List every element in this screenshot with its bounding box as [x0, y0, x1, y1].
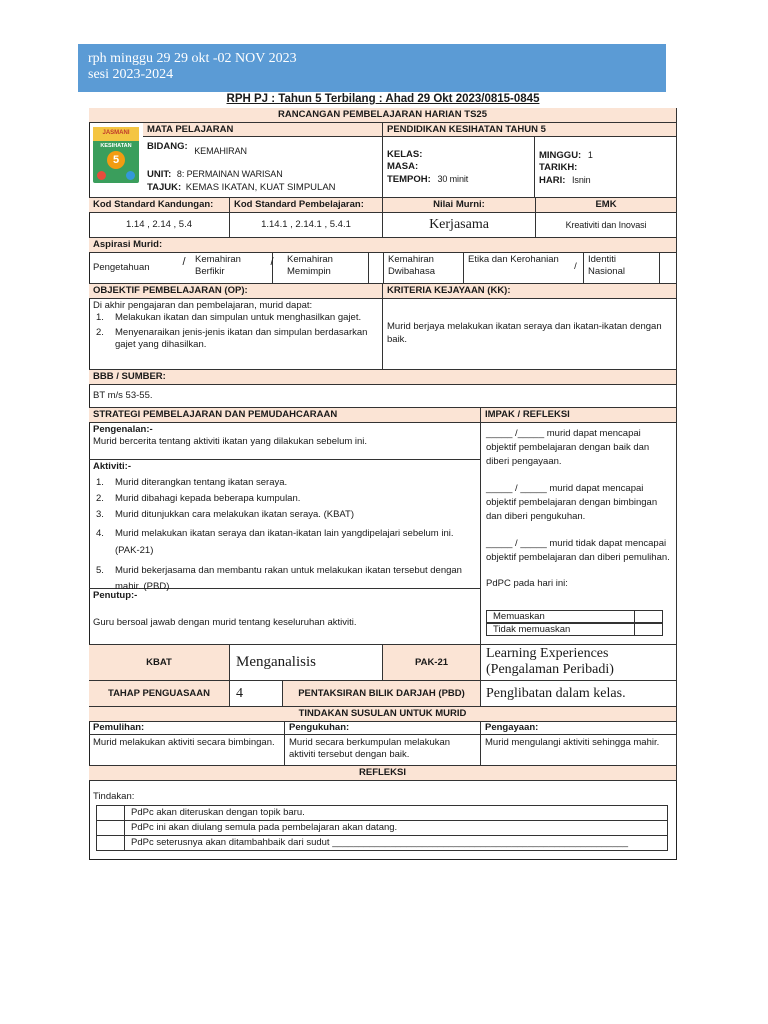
pbd-label: PENTAKSIRAN BILIK DARJAH (PBD): [283, 681, 481, 707]
objektif-item: 1. Melakukan ikatan dan simpulan untuk menghasilkan gajet.: [96, 312, 362, 323]
kod-kandungan-value: 1.14 , 2.14 , 5.4: [89, 213, 230, 238]
minggu-value: 1: [587, 150, 593, 160]
subject-name: PENDIDIKAN KESIHATAN TAHUN 5: [383, 123, 676, 137]
refleksi-checkbox[interactable]: [97, 836, 125, 850]
standards-header-row: [89, 198, 677, 213]
unit-value: 8: PERMAINAN WARISAN: [176, 169, 283, 179]
refleksi-option-row[interactable]: [97, 821, 667, 836]
aspirasi-check[interactable]: /: [182, 256, 186, 268]
impak-pengayaan: _____ /_____ murid dapat mencapai objektif pembelajaran dengan baik dan diberi pengayaan.: [486, 428, 650, 467]
objektif-content: [89, 299, 383, 370]
aspirasi-item: / Kemahiran Berfikir: [185, 253, 273, 284]
aspirasi-check[interactable]: /: [568, 253, 584, 284]
textbook-cover-cell: [89, 123, 143, 198]
pengenalan-label: Pengenalan:-: [93, 424, 153, 435]
kbat-row: [89, 645, 677, 681]
kriteria-content: Murid berjaya melakukan ikatan seraya dan ikatan-ikatan dengan baik.: [383, 299, 677, 370]
tempoh-value: 30 minit: [437, 174, 469, 184]
document-title: RPH PJ : Tahun 5 Terbilang : Ahad 29 Okt 2023/0815-0845: [226, 93, 540, 105]
refleksi-options-table: [96, 805, 668, 851]
pdpc-option[interactable]: Memuaskan: [486, 610, 663, 623]
pengukuhan-section: [285, 722, 481, 766]
refleksi-option-row[interactable]: [97, 836, 667, 850]
tahap-row: [89, 681, 677, 707]
aktiviti-section: [89, 460, 481, 592]
objektif-row: [89, 299, 677, 370]
tarikh-label: TARIKH:: [539, 162, 578, 173]
tahap-label: TAHAP PENGUASAAN: [89, 681, 230, 707]
nilai-murni-label: Nilai Murni:: [383, 198, 536, 213]
pengayaan-text: Murid mengulangi aktiviti sehingga mahir.: [485, 737, 660, 748]
pak21-value: [481, 645, 677, 681]
refleksi-checkbox[interactable]: [97, 821, 125, 835]
penutup-text: Guru bersoal jawab dengan murid tentang keseluruhan aktiviti.: [93, 617, 357, 628]
objektif-header-row: [89, 284, 677, 299]
aspirasi-item: Pengetahuan: [89, 253, 185, 284]
pak21-value-line: (Pengalaman Peribadi): [486, 662, 614, 677]
bbb-label: BBB / SUMBER:: [89, 370, 677, 385]
subject-right-cell: [383, 123, 677, 198]
aktiviti-item: 1. Murid diterangkan tentang ikatan seraya.: [96, 477, 288, 488]
aspirasi-item: / Kemahiran Memimpin: [273, 253, 369, 284]
minggu-label: MINGGU:: [539, 150, 582, 161]
standards-values-row: [89, 213, 677, 238]
refleksi-option-text: PdPc ini akan diulang semula pada pembelajaran akan datang.: [131, 822, 398, 833]
bbb-header-row: [89, 370, 677, 385]
objektif-intro: Di akhir pengajaran dan pembelajaran, murid dapat:: [93, 300, 313, 311]
tempoh-label: TEMPOH:: [387, 174, 431, 185]
pengenalan-text: Murid bercerita tentang aktiviti ikatan yang dilakukan sebelum ini.: [93, 436, 368, 447]
hari-value: Isnin: [572, 175, 591, 185]
aktiviti-label: Aktiviti:-: [93, 461, 131, 472]
kod-pembelajaran-label: Kod Standard Pembelajaran:: [230, 198, 383, 213]
banner-session: sesi 2023-2024: [88, 67, 174, 82]
refleksi-checkbox[interactable]: [97, 806, 125, 820]
aktiviti-item: 4. Murid melakukan ikatan seraya dan ikatan-ikatan lain yangdipelajari sebelum ini. (PAK-21): [96, 528, 454, 556]
objektif-label: OBJEKTIF PEMBELAJARAN (OP):: [89, 284, 383, 299]
impak-pemulihan: _____ / _____ murid tidak dapat mencapai objektif pembelajaran dan diberi pemulihan.: [486, 538, 670, 563]
kelas-label: KELAS:: [387, 149, 423, 160]
bidang-value: KEMAHIRAN: [194, 146, 247, 156]
kod-kandungan-label: Kod Standard Kandungan:: [89, 198, 230, 213]
aktiviti-item: 5. Murid bekerjasama dan membantu rakan untuk melakukan ikatan tersebut dengan mahir. (PBD): [96, 565, 462, 592]
aspirasi-item: Identiti Nasional: [584, 253, 660, 284]
pengukuhan-label: Pengukuhan:: [285, 722, 480, 735]
nilai-murni-value: Kerjasama: [383, 213, 536, 238]
kbat-value: Menganalisis: [230, 645, 383, 681]
bidang-label: BIDANG:: [147, 141, 188, 152]
impak-label: IMPAK / REFLEKSI: [481, 408, 677, 423]
pak21-value-line: Learning Experiences: [486, 646, 609, 661]
aspirasi-check[interactable]: [660, 253, 677, 284]
strategi-row: [89, 423, 677, 645]
header-banner: [78, 44, 666, 92]
cover-title: JASMANI: [102, 130, 130, 136]
tahap-value: 4: [230, 681, 283, 707]
aspirasi-item: Etika dan Kerohanian: [464, 253, 568, 284]
refleksi-option-text: PdPc akan diteruskan dengan topik baru.: [131, 807, 305, 818]
emk-label: EMK: [536, 198, 677, 213]
aspirasi-row: [89, 253, 677, 284]
bbb-row: [89, 385, 677, 408]
tajuk-label: TAJUK:: [147, 182, 182, 193]
refleksi-row: [89, 781, 677, 860]
strategi-label: STRATEGI PEMBELAJARAN DAN PEMUDAHCARAAN: [89, 408, 481, 423]
tajuk-value: KEMAS IKATAN, KUAT SIMPULAN: [185, 182, 336, 193]
cover-subtitle: KESIHATAN: [100, 143, 132, 149]
strategi-header-row: [89, 408, 677, 423]
plan-header-row: [89, 108, 677, 123]
tindakan-row: [89, 722, 677, 766]
impak-pengukuhan: _____ / _____ murid dapat mencapai objektif pembelajaran dengan bimbingan dan diberi pengukuhan.: [486, 483, 658, 522]
pengayaan-label: Pengayaan:: [481, 722, 676, 735]
cover-grade: 5: [107, 151, 125, 169]
emk-value: Kreativiti dan Inovasi: [536, 213, 677, 238]
pdpc-label: PdPC pada hari ini:: [486, 578, 568, 589]
subject-left-cell: [143, 123, 383, 198]
bbb-content: BT m/s 53-55.: [89, 385, 677, 408]
textbook-cover-image: [93, 127, 139, 183]
banner-week: rph minggu 29 29 okt -02 NOV 2023: [88, 51, 297, 66]
tindakan-refleksi-label: Tindakan:: [93, 791, 135, 802]
kbat-label: KBAT: [89, 645, 230, 681]
pemulihan-text: Murid melakukan aktiviti secara bimbingan.: [93, 737, 275, 748]
aspirasi-check[interactable]: [369, 253, 384, 284]
aspirasi-header-row: [89, 238, 677, 253]
tindakan-header-row: [89, 707, 677, 722]
masa-label: MASA:: [387, 161, 419, 172]
aspirasi-item: Kemahiran Dwibahasa: [384, 253, 464, 284]
refleksi-label: REFLEKSI: [89, 766, 677, 781]
tindakan-label: TINDAKAN SUSULAN UNTUK MURID: [89, 707, 677, 722]
pengukuhan-text: Murid secara berkumpulan melakukan aktiviti tersebut dengan baik.: [289, 737, 451, 760]
kod-pembelajaran-value: 1.14.1 , 2.14.1 , 5.4.1: [230, 213, 383, 238]
kriteria-label: KRITERIA KEJAYAAN (KK):: [383, 284, 677, 299]
aspirasi-label: Aspirasi Murid:: [89, 238, 677, 253]
pengayaan-section: [481, 722, 677, 766]
aspirasi-check[interactable]: /: [270, 256, 274, 268]
penutup-section: [89, 589, 481, 645]
pengenalan-section: [89, 423, 481, 460]
refleksi-option-row[interactable]: [97, 806, 667, 821]
aktiviti-item: 2. Murid dibahagi kepada beberapa kumpulan.: [96, 493, 301, 504]
subject-block: [89, 123, 677, 198]
plan-header: RANCANGAN PEMBELAJARAN HARIAN TS25: [89, 108, 677, 123]
aktiviti-item: 3. Murid ditunjukkan cara melakukan ikatan seraya. (KBAT): [96, 509, 355, 520]
pdpc-option[interactable]: Tidak memuaskan: [486, 623, 663, 636]
pbd-value: Penglibatan dalam kelas.: [481, 681, 677, 707]
unit-label: UNIT:: [147, 169, 172, 180]
refleksi-header-row: [89, 766, 677, 781]
refleksi-option-text: PdPc seterusnya akan ditambahbaik dari sudut ________________________________________________________: [131, 837, 629, 848]
pak21-label: PAK-21: [383, 645, 481, 681]
pemulihan-section: [89, 722, 285, 766]
impak-content: [481, 423, 677, 645]
pemulihan-label: Pemulihan:: [89, 722, 284, 735]
hari-label: HARI:: [539, 175, 566, 186]
mata-pelajaran-label: MATA PELAJARAN: [143, 123, 382, 137]
objektif-item: 2. Menyenaraikan jenis-jenis ikatan dan simpulan berdasarkan gajet yang dihasilkan.: [96, 327, 368, 350]
penutup-label: Penutup:-: [93, 590, 138, 601]
